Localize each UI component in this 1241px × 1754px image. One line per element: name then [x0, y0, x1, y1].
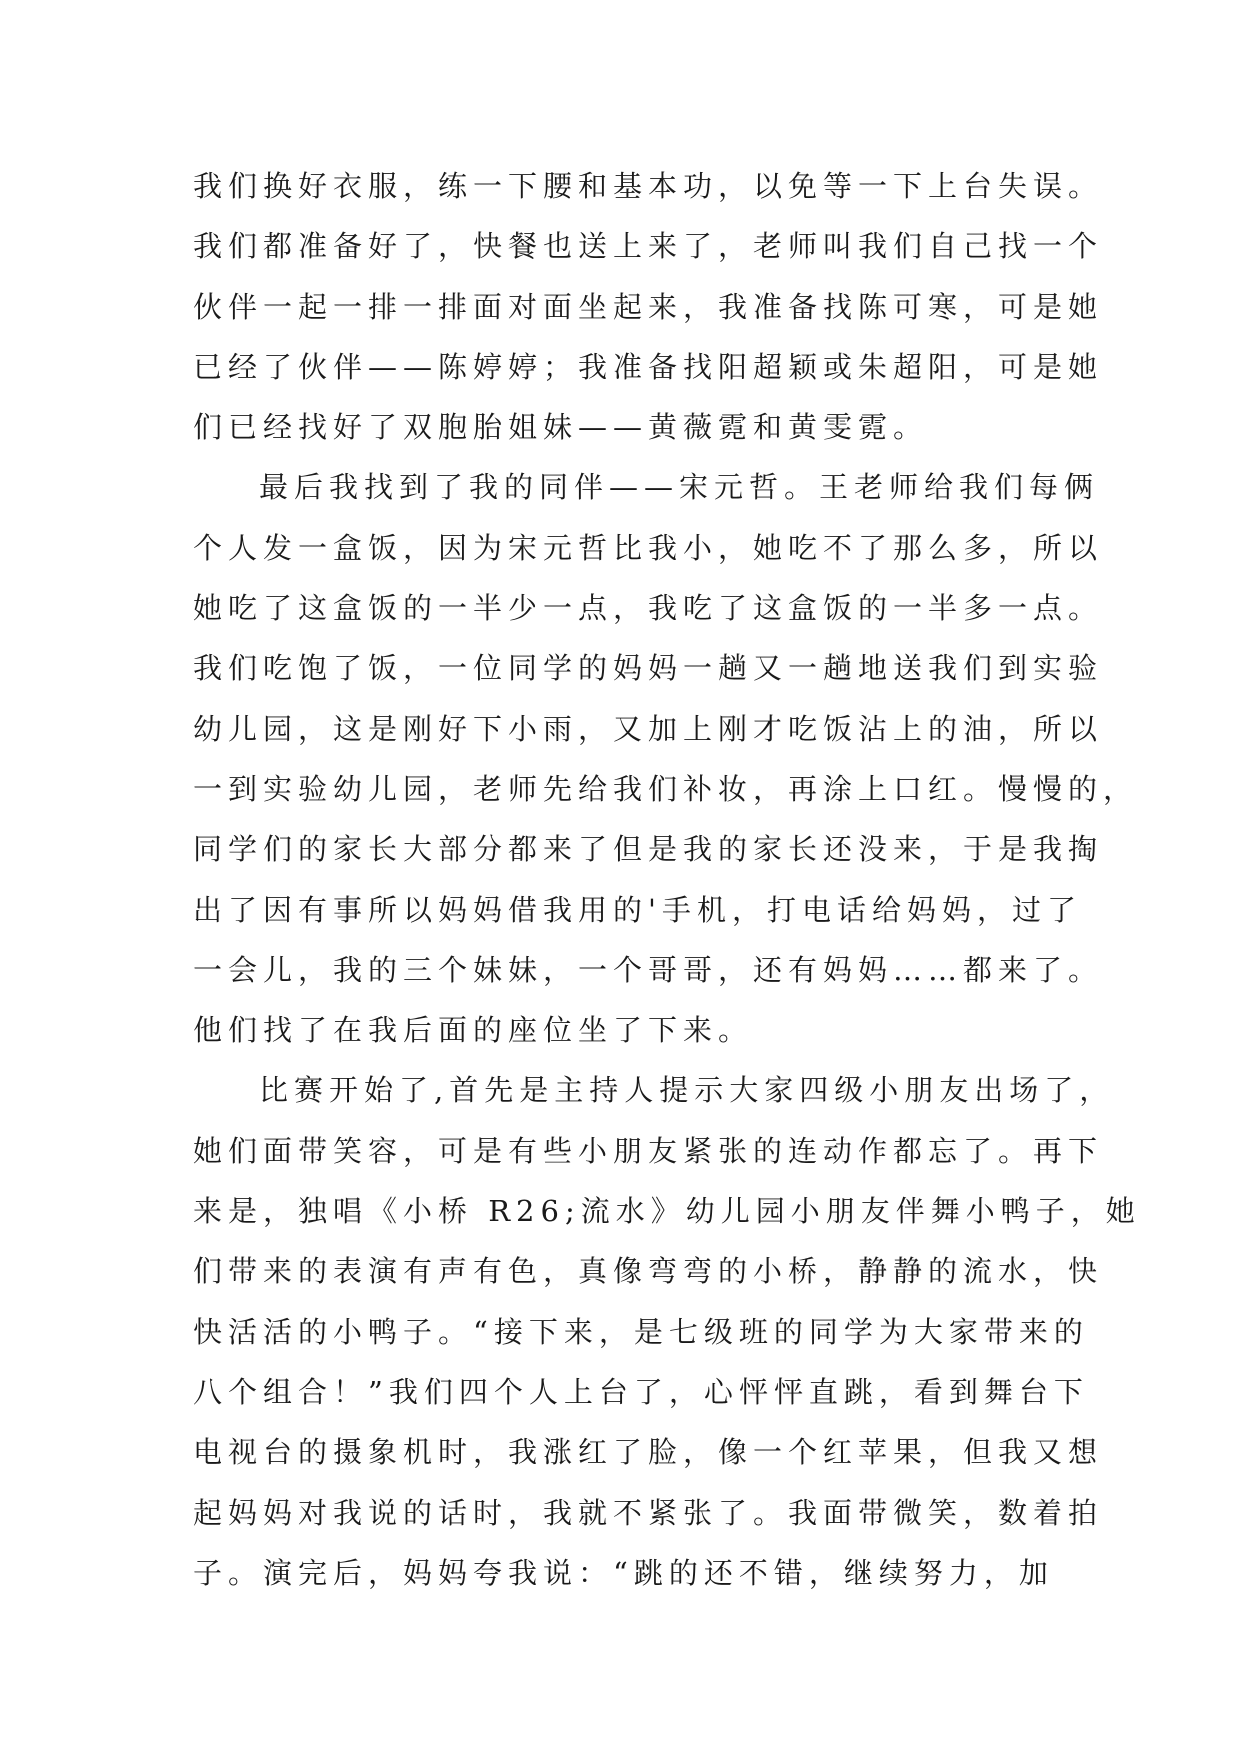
text-line: 电视台的摄象机时，我涨红了脸，像一个红苹果，但我又想: [193, 1435, 1104, 1470]
text-line: 她吃了这盒饭的一半少一点，我吃了这盒饭的一半多一点。: [193, 591, 1104, 626]
body-text: [193, 156, 1141, 1603]
text-line: 已经了伙伴——陈婷婷；我准备找阳超颖或朱超阳，可是她: [193, 349, 1104, 384]
text-line: 幼儿园，这是刚好下小雨，又加上刚才吃饭沾上的油，所以: [193, 711, 1104, 746]
text-line: 八个组合！”我们四个人上台了，心怦怦直跳，看到舞台下: [193, 1374, 1089, 1409]
paragraph-start-line: 比赛开始了,首先是主持人提示大家四级小朋友出场了，: [259, 1073, 1115, 1108]
text-line: 他们找了在我后面的座位坐了下来。: [193, 1013, 754, 1048]
text-line: 伙伴一起一排一排面对面坐起来，我准备找陈可寒，可是她: [193, 289, 1104, 324]
text-line: 同学们的家长大部分都来了但是我的家长还没来，于是我掏: [193, 832, 1104, 867]
text-line: 们已经找好了双胞胎姐妹——黄薇霓和黄雯霓。: [193, 410, 929, 445]
paragraph-start-line: 最后我找到了我的同伴——宋元哲。王老师给我们每俩: [259, 470, 1100, 505]
text-line: 我们都准备好了，快餐也送上来了，老师叫我们自己找一个: [193, 229, 1104, 264]
text-line: 她们面带笑容，可是有些小朋友紧张的连动作都忘了。再下: [193, 1133, 1104, 1168]
text-line: 我们吃饱了饭，一位同学的妈妈一趟又一趟地送我们到实验: [193, 651, 1104, 686]
text-line: 出了因有事所以妈妈借我用的'手机，打电话给妈妈，过了: [193, 892, 1082, 927]
text-line: 一会儿，我的三个妹妹，一个哥哥，还有妈妈……都来了。: [193, 952, 1104, 987]
text-line: 个人发一盒饭，因为宋元哲比我小，她吃不了那么多，所以: [193, 530, 1104, 565]
text-line: 一到实验幼儿园，老师先给我们补妆，再涂上口红。慢慢的，: [193, 771, 1139, 806]
text-line: 我们换好衣服，练一下腰和基本功，以免等一下上台失误。: [193, 169, 1104, 203]
text-line: 们带来的表演有声有色，真像弯弯的小桥，静静的流水，快: [193, 1254, 1104, 1289]
text-line: 子。演完后，妈妈夸我说：“跳的还不错，继续努力，加: [193, 1555, 1054, 1590]
text-line: 快活活的小鸭子。“接下来，是七级班的同学为大家带来的: [193, 1314, 1089, 1349]
text-line: 来是，独唱《小桥 R26;流水》幼儿园小朋友伴舞小鸭子，她: [193, 1194, 1141, 1229]
text-line: 起妈妈对我说的话时，我就不紧张了。我面带微笑，数着拍: [193, 1495, 1104, 1530]
